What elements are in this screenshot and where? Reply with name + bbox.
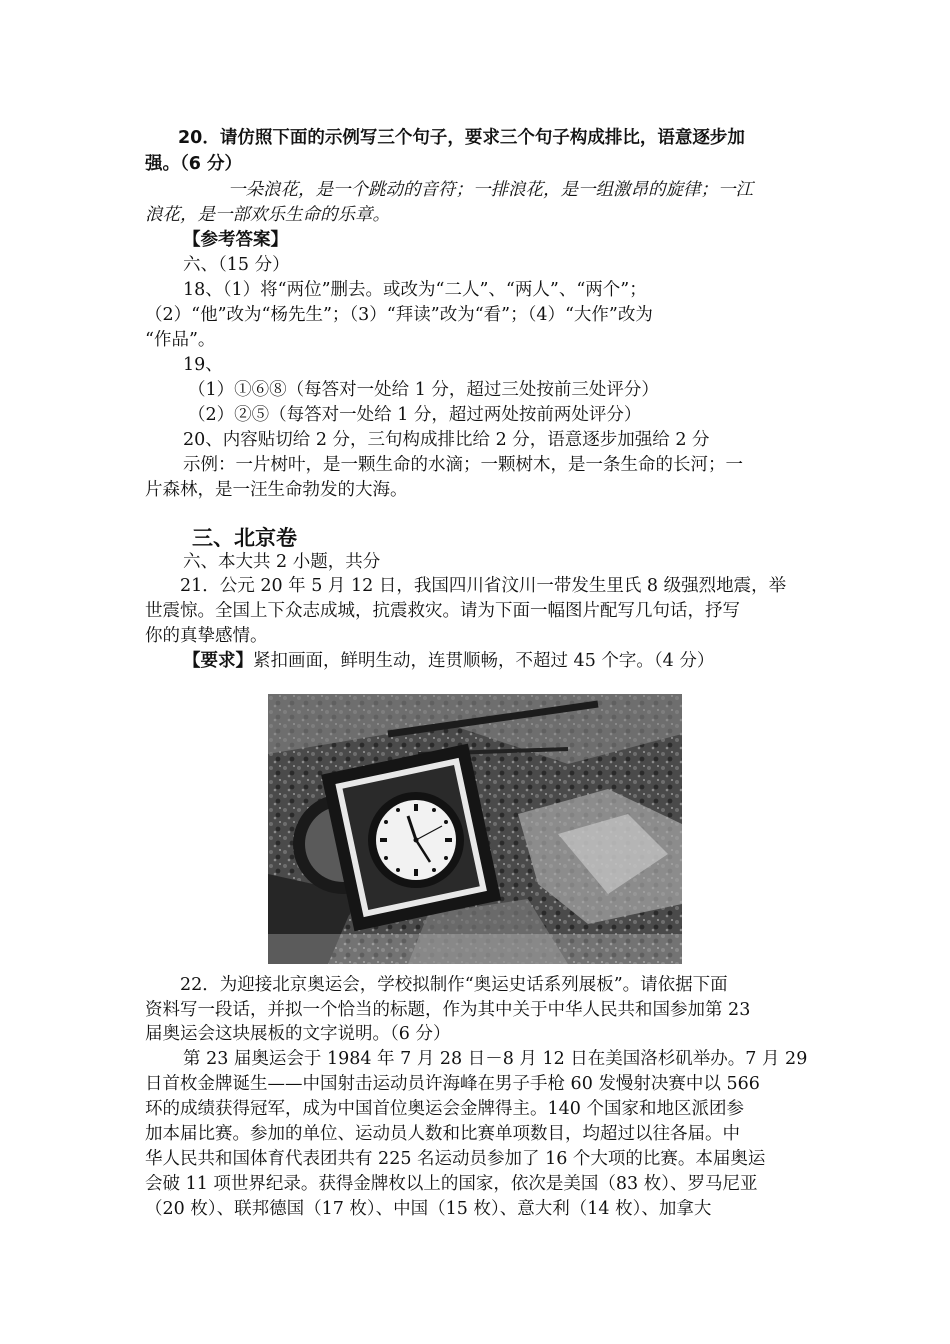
answer-19: 19、 — [183, 355, 223, 375]
material-line7: （20 枚）、联邦德国（17 枚）、中国（15 枚）、意大利（14 枚）、加拿大 — [145, 1199, 712, 1219]
q21-line1: 21．公元 20 年 5 月 12 日，我国四川省汶川一带发生里氏 8 级强烈地震，举 — [180, 576, 787, 596]
material-line2: 日首枚金牌诞生——中国射击运动员许海峰在男子手枪 60 发慢射决赛中以 566 — [145, 1074, 760, 1094]
q20-example-line1: 一朵浪花，是一个跳动的音符；一排浪花，是一组激昂的旋律；一江 — [228, 180, 753, 200]
material-line5: 华人民共和国体育代表团共有 225 名运动员参加了 16 个大项的比赛。本届奥运 — [145, 1149, 766, 1169]
answer-18-line3: “作品”。 — [145, 330, 216, 350]
q20-line1: 20．请仿照下面的示例写三个句子，要求三个句子构成排比，语意逐步加 — [178, 128, 745, 148]
answer-20-example-line1: 示例：一片树叶，是一颗生命的水滴；一颗树木，是一条生命的长河；一 — [183, 455, 743, 475]
q21-line3: 你的真挚感情。 — [145, 626, 268, 646]
answer-19-part1: （1）①⑥⑧（每答对一处给 1 分，超过三处按前三处评分） — [188, 380, 659, 400]
q22-line3: 届奥运会这块展板的文字说明。（6 分） — [145, 1024, 451, 1044]
section-title: 三、北京卷 — [192, 526, 297, 550]
q20-example-line2: 浪花，是一部欢乐生命的乐章。 — [145, 205, 390, 225]
q22-line2: 资料写一段话，并拟一个恰当的标题，作为其中关于中华人民共和国参加第 23 — [145, 1000, 751, 1020]
answer-20: 20、内容贴切给 2 分，三句构成排比给 2 分，语意逐步加强给 2 分 — [183, 430, 710, 450]
material-line3: 环的成绩获得冠军，成为中国首位奥运会金牌得主。140 个国家和地区派团参 — [145, 1099, 744, 1119]
material-line6: 会破 11 项世界纪录。获得金牌枚以上的国家，依次是美国（83 枚）、罗马尼亚 — [145, 1174, 758, 1194]
answer-18-line1: 18、（1）将“两位”删去。或改为“二人”、“两人”、“两个”； — [183, 280, 647, 300]
answer-18-line2: （2）“他”改为“杨先生”；（3）“拜读”改为“看”；（4）“大作”改为 — [145, 305, 653, 325]
answer-19-part2: （2）②⑤（每答对一处给 1 分，超过两处按前两处评分） — [188, 405, 642, 425]
material-line4: 加本届比赛。参加的单位、运动员人数和比赛单项数目，均超过以往各届。中 — [145, 1124, 740, 1144]
earthquake-clock-photo — [268, 694, 682, 964]
answer-20-example-line2: 片森林，是一汪生命勃发的大海。 — [145, 480, 408, 500]
q20-line2: 强。（6 分） — [145, 154, 243, 174]
q22-line1: 22．为迎接北京奥运会，学校拟制作“奥运史话系列展板”。请依据下面 — [180, 975, 728, 995]
requirement-text: 紧扣画面，鲜明生动，连贯顺畅，不超过 45 个字。（4 分） — [253, 651, 715, 671]
beijing-section-six: 六、本大共 2 小题，共分 — [183, 552, 381, 572]
answers-six: 六、（15 分） — [183, 255, 290, 275]
q21-line2: 世震惊。全国上下众志成城，抗震救灾。请为下面一幅图片配写几句话，抒写 — [145, 601, 740, 621]
answers-heading: 【参考答案】 — [183, 230, 288, 250]
q21-requirement — [183, 649, 714, 673]
material-line1: 第 23 届奥运会于 1984 年 7 月 28 日－8 月 12 日在美国洛杉矶举办。7 月 29 — [183, 1049, 808, 1069]
requirement-label: 【要求】 — [183, 651, 253, 671]
